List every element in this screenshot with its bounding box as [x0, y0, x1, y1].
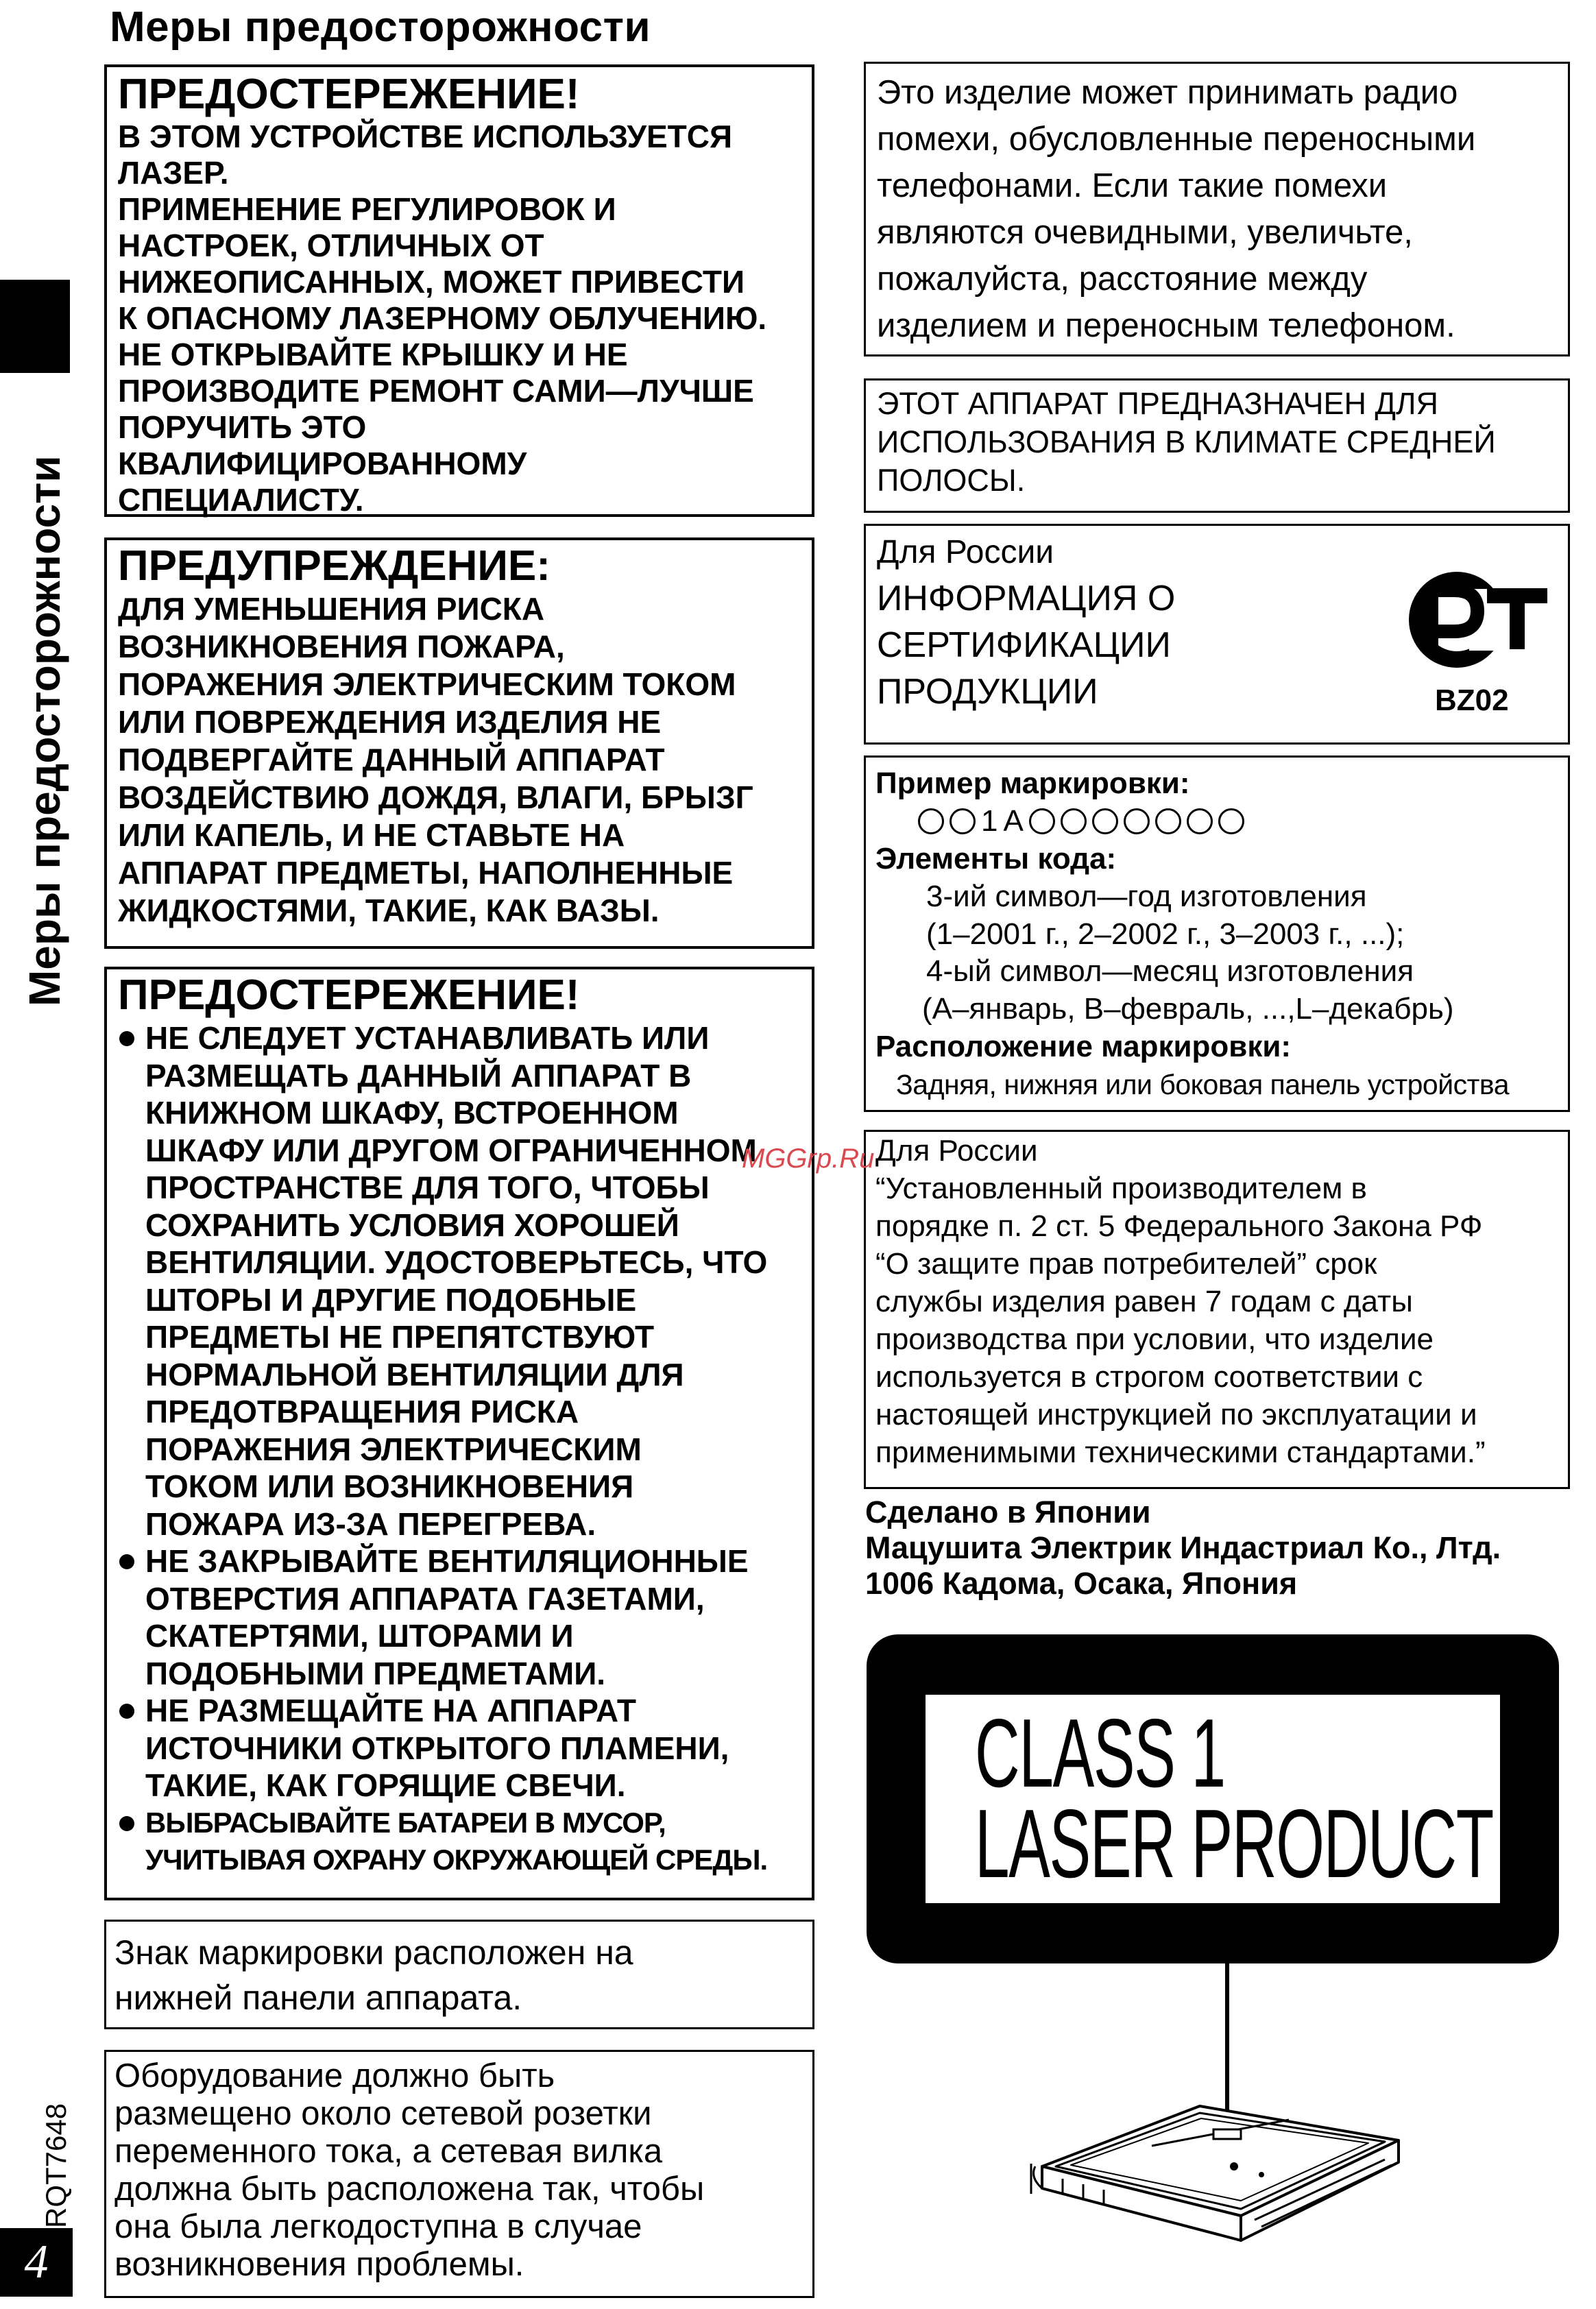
text-line: ЭТОТ АППАРАТ ПРЕДНАЗНАЧЕН ДЛЯ [877, 386, 1439, 421]
marking-code-sample [875, 803, 1564, 840]
text-line: НАСТРОЕК, ОТЛИЧНЫХ ОТ [118, 228, 544, 264]
caution-laser-text [118, 119, 802, 518]
service-life-box [864, 1130, 1570, 1489]
text-line: нижней панели аппарата. [114, 1979, 522, 2017]
caution-install-heading: ПРЕДОСТЕРЕЖЕНИЕ! [118, 971, 580, 1019]
text-line: возникновения проблемы. [114, 2246, 524, 2283]
text-line: КНИЖНОМ ШКАФУ, ВСТРОЕННОМ [145, 1095, 679, 1131]
text-line: 1006 Кадома, Осака, Япония [865, 1566, 1298, 1601]
rst-certification-mark-icon [1401, 568, 1551, 671]
laser-label-panel [926, 1695, 1500, 1903]
model-code: RQT7648 [40, 2103, 72, 2228]
text-line: ПОРАЖЕНИЯ ЭЛЕКТРИЧЕСКИМ [145, 1431, 642, 1467]
for-russia-label: Для России [875, 1134, 1038, 1168]
text-line: НОРМАЛЬНОЙ ВЕНТИЛЯЦИИ ДЛЯ [145, 1356, 684, 1392]
text-line: (1–2001 г., 2–2002 г., 3–2003 г., ...); [926, 917, 1405, 951]
text-line: изделием и переносным телефоном. [877, 307, 1455, 344]
text-line: ШКАФУ ИЛИ ДРУГОМ ОГРАНИЧЕННОМ [145, 1132, 757, 1168]
text-line: ОТВЕРСТИЯ АППАРАТА ГАЗЕТАМИ, [145, 1580, 705, 1617]
text-line: УЧИТЫВАЯ ОХРАНУ ОКРУЖАЮЩЕЙ СРЕДЫ. [145, 1843, 768, 1876]
text-line: Знак маркировки расположен на [114, 1933, 633, 1972]
text-line: Это изделие может принимать радио [877, 74, 1458, 111]
text-line: ПОДВЕРГАЙТЕ ДАННЫЙ АППАРАТ [118, 742, 665, 778]
caution-install-list [118, 1019, 802, 1879]
code-placeholder-circle [950, 808, 976, 834]
warning-box [104, 537, 814, 949]
text-line: ТОКОМ ИЛИ ВОЗНИКНОВЕНИЯ [145, 1468, 634, 1505]
text-line: ПОРУЧИТЬ ЭТО [118, 409, 367, 446]
text-line: НЕ РАЗМЕЩАЙТЕ НА АППАРАТ [145, 1693, 636, 1729]
location-title: Расположение маркировки: [875, 1030, 1292, 1063]
text-line: “Установленный производителем в [875, 1172, 1367, 1205]
text-line: ПРОДУКЦИИ [877, 672, 1098, 712]
text-line: ВЫБРАСЫВАЙТЕ БАТАРЕИ В МУСОР, [145, 1806, 666, 1839]
text-line: используется в строгом соответствии с [875, 1360, 1423, 1394]
page-title: Меры предосторожности [110, 3, 651, 51]
text-line: ПОДОБНЫМИ ПРЕДМЕТАМИ. [145, 1655, 606, 1691]
list-item [118, 1804, 802, 1879]
side-section-title: Меры предосторожности [20, 455, 69, 1006]
text-line: СОХРАНИТЬ УСЛОВИЯ ХОРОШЕЙ [145, 1207, 679, 1243]
text-line: СКАТЕРТЯМИ, ШТОРАМИ И [145, 1618, 574, 1654]
warning-heading: ПРЕДУПРЕЖДЕНИЕ: [118, 542, 551, 590]
power-outlet-note [104, 2050, 814, 2298]
text-line: Сделано в Японии [865, 1495, 1151, 1530]
manufacturer-info [865, 1495, 1578, 1601]
text-line: СПЕЦИАЛИСТУ. [118, 482, 364, 518]
text-line: ШТОРЫ И ДРУГИЕ ПОДОБНЫЕ [145, 1281, 637, 1318]
code-placeholder-circle [1029, 808, 1055, 834]
text-line: являются очевидными, увеличьте, [877, 214, 1413, 251]
list-item [118, 1543, 802, 1692]
laser-label-line-1: CLASS 1 [975, 1699, 1225, 1808]
marking-example-box [864, 755, 1570, 1112]
text-line: НЕ ОТКРЫВАЙТЕ КРЫШКУ И НЕ [118, 337, 628, 373]
text-line: ИНФОРМАЦИЯ О [877, 579, 1176, 618]
text-line: АППАРАТ ПРЕДМЕТЫ, НАПОЛНЕННЫЕ [118, 855, 734, 891]
text-line: помехи, обусловленные переносными [877, 121, 1476, 158]
caution-install-box [104, 967, 814, 1900]
text-line: ПРОСТРАНСТВЕ ДЛЯ ТОГО, ЧТОБЫ [145, 1170, 710, 1206]
for-russia-label: Для России [877, 534, 1054, 570]
text-line: РАЗМЕЩАТЬ ДАННЫЙ АППАРАТ В [145, 1057, 692, 1093]
text-line: ПОЖАРА ИЗ-ЗА ПЕРЕГРЕВА. [145, 1506, 596, 1542]
text-line: ПРЕДМЕТЫ НЕ ПРЕПЯТСТВУЮТ [145, 1319, 655, 1355]
text-line: СЕРТИФИКАЦИИ [877, 625, 1171, 665]
laser-label-line-2: LASER PRODUCT [975, 1789, 1493, 1898]
text-line: настоящей инструкцией по эксплуатации и [875, 1398, 1477, 1431]
code-placeholder-circle [1218, 808, 1244, 834]
text-line: ВОЗНИКНОВЕНИЯ ПОЖАРА, [118, 629, 565, 665]
text-line: В ЭТОМ УСТРОЙСТВЕ ИСПОЛЬЗУЕТСЯ [118, 119, 733, 155]
certification-mark-code: BZ02 [1435, 684, 1509, 717]
text-line: производства при условии, что изделие [875, 1322, 1434, 1356]
text-line: Мацушита Электрик Индастриал Ко., Лтд. [865, 1530, 1501, 1565]
text-line: ПРЕДОТВРАЩЕНИЯ РИСКА [145, 1394, 579, 1430]
code-year-char: 1 [981, 804, 998, 838]
caution-laser-heading: ПРЕДОСТЕРЕЖЕНИЕ! [118, 71, 580, 118]
text-line: размещено около сетевой розетки [114, 2095, 652, 2132]
text-line: ЛАЗЕР. [118, 155, 229, 191]
list-item [118, 1692, 802, 1804]
text-line: “О защите прав потребителей” срок [875, 1247, 1377, 1281]
code-placeholder-circle [1061, 808, 1087, 834]
text-line: ВОЗДЕЙСТВИЮ ДОЖДЯ, ВЛАГИ, БРЫЗГ [118, 779, 753, 816]
text-line: ДЛЯ УМЕНЬШЕНИЯ РИСКА [118, 591, 545, 627]
code-month-char: A [1003, 804, 1024, 838]
text-line: ПОЛОСЫ. [877, 463, 1026, 498]
text-line: ИЛИ ПОВРЕЖДЕНИЯ ИЗДЕЛИЯ НЕ [118, 704, 662, 740]
text-line: 4-ый символ—месяц изготовления [926, 954, 1414, 988]
marking-location-note [104, 1920, 814, 2029]
code-placeholder-circle [1124, 808, 1150, 834]
text-line: применимыми техническими стандартами.” [875, 1436, 1486, 1469]
page-number: 4 [0, 2228, 73, 2297]
text-line: НИЖЕОПИСАННЫХ, МОЖЕТ ПРИВЕСТИ [118, 264, 745, 300]
text-line: пожалуйста, расстояние между [877, 261, 1368, 298]
text-line: должна быть расположена так, чтобы [114, 2171, 705, 2208]
climate-note [864, 378, 1570, 513]
text-line: ВЕНТИЛЯЦИИ. УДОСТОВЕРЬТЕСЬ, ЧТО [145, 1244, 768, 1281]
caution-laser-box [104, 64, 814, 517]
text-line: она была легкодоступна в случае [114, 2208, 642, 2245]
text-line: Оборудование должно быть [114, 2057, 555, 2094]
text-line: ТАКИЕ, КАК ГОРЯЩИЕ СВЕЧИ. [145, 1767, 626, 1804]
text-line: ИСПОЛЬЗОВАНИЯ В КЛИМАТЕ СРЕДНЕЙ [877, 424, 1496, 459]
text-line: К ОПАСНОМУ ЛАЗЕРНОМУ ОБЛУЧЕНИЮ. [118, 300, 767, 337]
text-line: НЕ СЛЕДУЕТ УСТАНАВЛИВАТЬ ИЛИ [145, 1020, 710, 1056]
laser-class-label [867, 1634, 1559, 1963]
text-line: ЖИДКОСТЯМИ, ТАКИЕ, КАК ВАЗЫ. [118, 893, 660, 929]
text-line: ПОРАЖЕНИЯ ЭЛЕКТРИЧЕСКИМ ТОКОМ [118, 666, 736, 703]
text-line: порядке п. 2 ст. 5 Федерального Закона РФ [875, 1209, 1483, 1243]
text-line: ИЛИ КАПЕЛЬ, И НЕ СТАВЬТЕ НА [118, 817, 625, 854]
text-line: телефонами. Если такие помехи [877, 167, 1388, 204]
marking-example-title: Пример маркировки: [875, 766, 1190, 800]
text-line: 3-ий символ—год изготовления [926, 880, 1367, 913]
text-line: (А–январь, В–февраль, ...,L–декабрь) [922, 991, 1454, 1026]
device-illustration [1015, 1961, 1426, 2304]
text-line: ИСТОЧНИКИ ОТКРЫТОГО ПЛАМЕНИ, [145, 1730, 729, 1766]
code-placeholder-circle [1187, 808, 1213, 834]
code-elements-title: Элементы кода: [875, 842, 1117, 875]
warning-text [118, 590, 802, 930]
watermark-text: MGGrp.Ru [742, 1144, 875, 1174]
text-line: службы изделия равен 7 годам с даты [875, 1285, 1413, 1318]
text-line: НЕ ЗАКРЫВАЙТЕ ВЕНТИЛЯЦИОННЫЕ [145, 1543, 749, 1580]
code-elements-list [875, 878, 1564, 1028]
radio-interference-note [864, 62, 1570, 356]
code-placeholder-circle [918, 808, 944, 834]
text-line: КВАЛИФИЦИРОВАННОМУ [118, 446, 527, 482]
code-placeholder-circle [1092, 808, 1118, 834]
text-line: переменного тока, а сетевая вилка [114, 2133, 663, 2170]
text-line: ПРОИЗВОДИТЕ РЕМОНТ САМИ—ЛУЧШЕ [118, 373, 754, 409]
section-tab-marker [0, 280, 70, 373]
code-placeholder-circle [1155, 808, 1181, 834]
list-item [118, 1019, 802, 1543]
certification-box [864, 524, 1570, 745]
text-line: ПРИМЕНЕНИЕ РЕГУЛИРОВОК И [118, 191, 616, 228]
location-text: Задняя, нижняя или боковая панель устройства [896, 1069, 1510, 1100]
